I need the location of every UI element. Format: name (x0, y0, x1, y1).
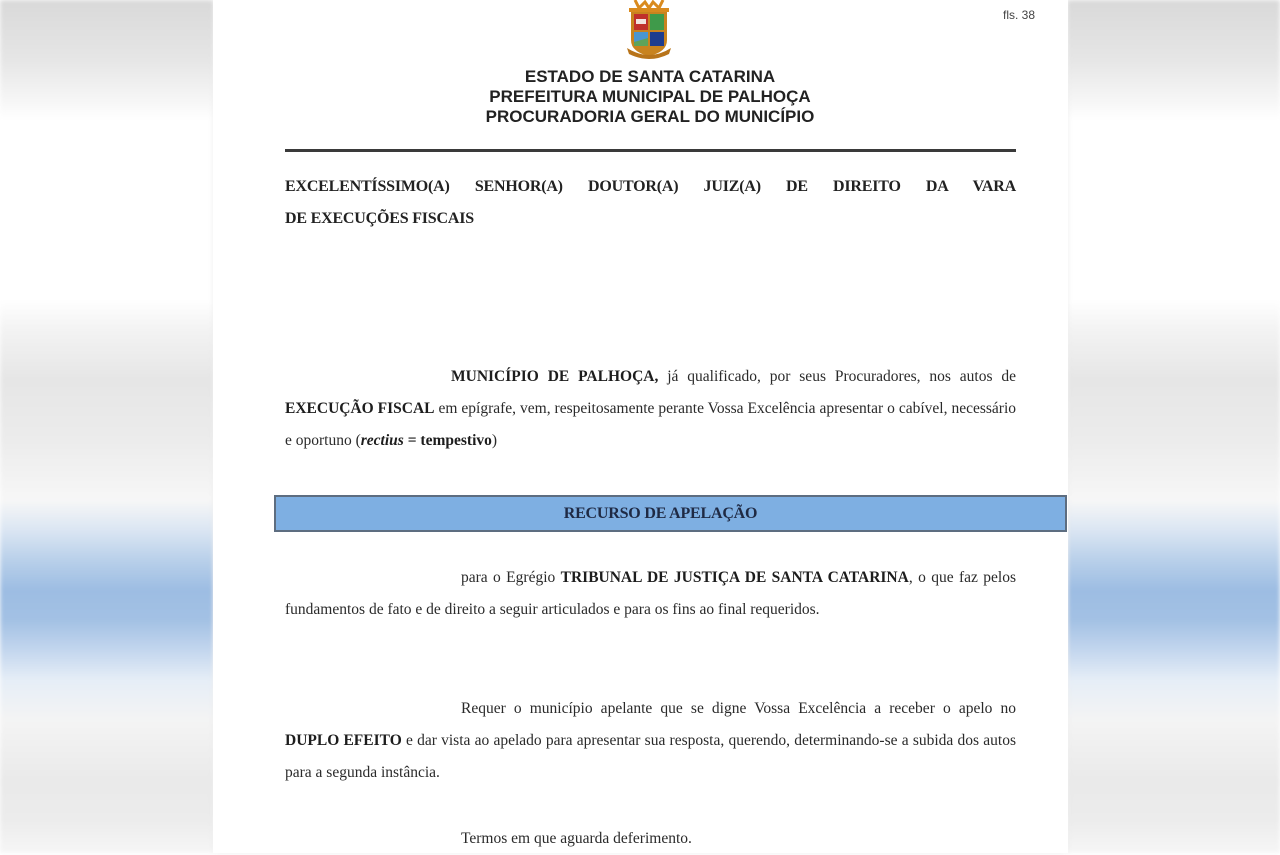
addressee-block (285, 171, 1016, 235)
letterhead-state: ESTADO DE SANTA CATARINA (524, 67, 776, 86)
rectius-term: rectius (360, 432, 404, 449)
intro-paragraph: MUNICÍPIO DE PALHOÇA, já qualificado, por seus Procuradores, nos autos de EXECUÇÃO FISCAL em epígrafe, vem, respeitosamente perante Vossa Excelência apresentar o cabível, necessário e oportuno (rectius = tempestivo) (285, 368, 1016, 449)
double-effect: DUPLO EFEITO (285, 732, 402, 749)
court-name: TRIBUNAL DE JUSTIÇA DE SANTA CATARINA (560, 569, 909, 586)
coat-of-arms-icon (625, 0, 673, 62)
case-type: EXECUÇÃO FISCAL (285, 400, 435, 417)
blurred-background-right (1068, 0, 1280, 853)
addressee-line-2: DE EXECUÇÕES FISCAIS (285, 210, 474, 227)
appeal-title-banner (274, 495, 1067, 532)
tempestivo-term: tempestivo (420, 432, 492, 449)
request-paragraph: Requer o município apelante que se digne Vossa Excelência a receber o apelo no DUPLO EFEITO e dar vista ao apelado para apresentar sua resposta, querendo, determinando-se a subida dos autos para a segunda instância. (285, 700, 1016, 781)
blurred-background-left (0, 0, 213, 853)
letterhead (440, 67, 860, 127)
closing-text: Termos em que aguarda deferimento. (461, 830, 692, 847)
party-name: MUNICÍPIO DE PALHOÇA, (451, 368, 659, 385)
addressee-line-1: EXCELENTÍSSIMO(A) SENHOR(A) DOUTOR(A) JUIZ(A) DE DIREITO DA VARA (285, 178, 1016, 195)
folio-number: fls. 38 (1003, 8, 1036, 22)
letterhead-prefecture: PREFEITURA MUNICIPAL DE PALHOÇA (489, 87, 811, 106)
closing-paragraph (285, 823, 1016, 855)
tribunal-paragraph: para o Egrégio TRIBUNAL DE JUSTIÇA DE SANTA CATARINA, o que faz pelos fundamentos de fato e de direito a seguir articulados e para os fins ao final requeridos. (285, 569, 1016, 618)
header-divider (285, 149, 1016, 152)
appeal-title: RECURSO DE APELAÇÃO (563, 504, 758, 522)
letterhead-attorney-office: PROCURADORIA GERAL DO MUNICÍPIO (485, 107, 815, 126)
